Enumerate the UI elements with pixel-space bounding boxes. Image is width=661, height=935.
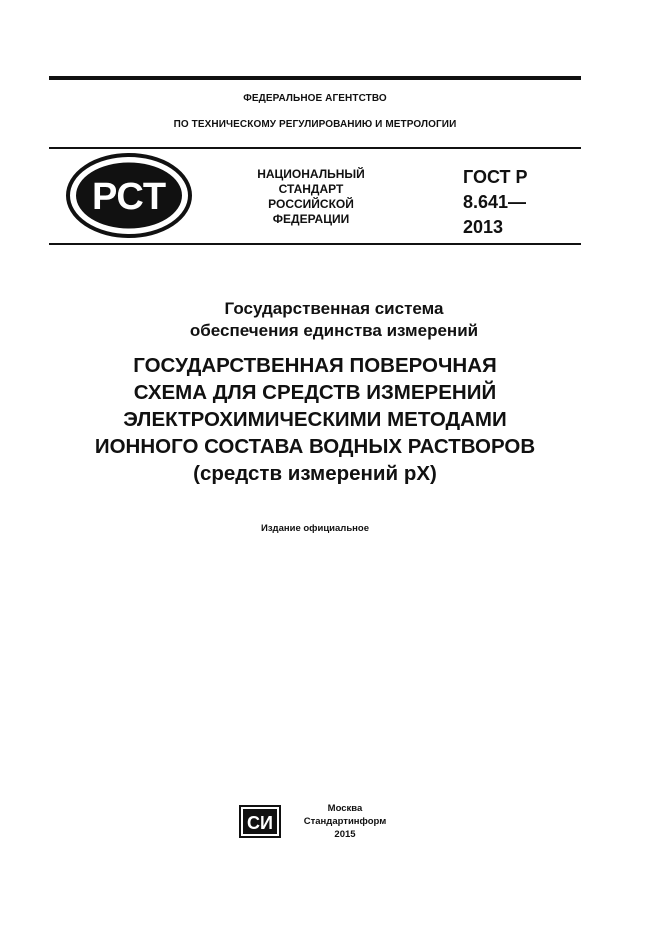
title-line: ГОСУДАРСТВЕННАЯ ПОВЕРОЧНАЯ [133, 354, 497, 377]
subtitle-line: Государственная система [224, 299, 444, 318]
publisher-logo-text: СИ [247, 813, 273, 833]
logo-text: РСТ [91, 176, 167, 218]
gost-number-line: 2013 [463, 217, 504, 237]
publisher-city: Москва [327, 803, 363, 814]
agency-name-line2: ПО ТЕХНИЧЕСКОМУ РЕГУЛИРОВАНИЮ И МЕТРОЛОГИИ [173, 119, 457, 130]
national-standard-line: НАЦИОНАЛЬНЫЙ [257, 167, 365, 181]
subtitle-line: обеспечения единства измерений [189, 321, 479, 340]
edition-label: Издание официальное [261, 523, 369, 534]
top-rule [49, 76, 581, 80]
title-line: ЭЛЕКТРОХИМИЧЕСКИМИ МЕТОДАМИ [123, 408, 507, 431]
gost-r-logo [66, 153, 192, 238]
title-line: (средств измерений рХ) [193, 462, 437, 485]
gost-number-line: ГОСТ Р [463, 167, 528, 187]
document-subtitle [49, 298, 619, 342]
title-line: СХЕМА ДЛЯ СРЕДСТВ ИЗМЕРЕНИЙ [133, 381, 497, 404]
standartinform-logo [239, 805, 281, 838]
national-standard-label [236, 167, 386, 227]
gost-number-line: 8.641— [463, 192, 527, 212]
title-line: ИОННОГО СОСТАВА ВОДНЫХ РАСТВОРОВ [94, 435, 536, 458]
national-standard-line: ФЕДЕРАЦИИ [272, 212, 350, 226]
standard-block-divider [49, 243, 581, 245]
national-standard-line: РОССИЙСКОЙ [268, 197, 354, 211]
national-standard-line: СТАНДАРТ [278, 182, 344, 196]
publisher-name: Стандартинформ [303, 816, 387, 827]
agency-name-line1: ФЕДЕРАЛЬНОЕ АГЕНТСТВО [243, 93, 387, 104]
publisher-info [290, 802, 400, 841]
header-divider [49, 147, 581, 149]
gost-number [463, 165, 528, 240]
document-title [30, 352, 600, 487]
publication-year: 2015 [334, 829, 356, 840]
